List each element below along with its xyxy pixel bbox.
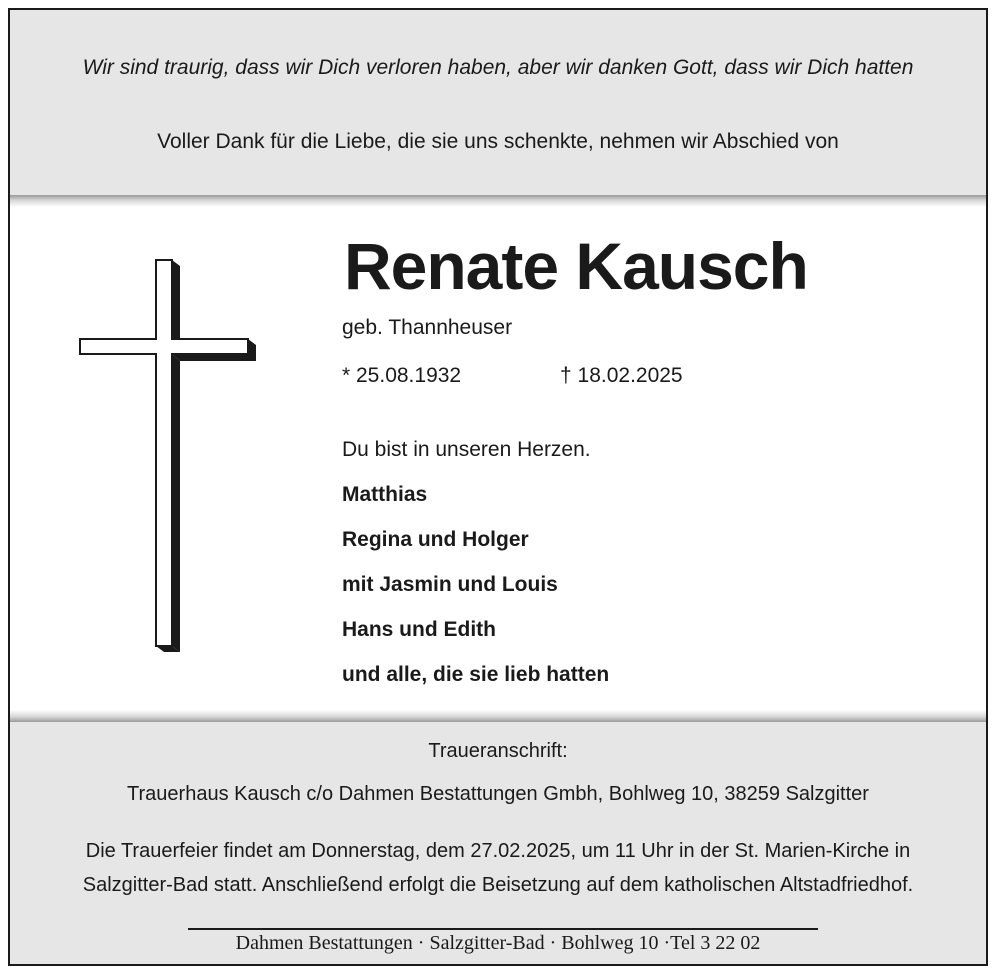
death-date: † 18.02.2025 [560,364,683,387]
cross-icon [78,258,260,654]
ceremony-line: Salzgitter-Bad statt. Anschließend erfolgt die Beisetzung auf dem katholischen Altstadfriedhof. [82,874,914,896]
mourner-line: Hans und Edith [342,618,496,641]
address-line: Trauerhaus Kausch c/o Dahmen Bestattungen Gmbh, Bohlweg 10, 38259 Salzgitter [127,783,869,805]
ceremony-line: Die Trauerfeier findet am Donnerstag, dem 27.02.2025, um 11 Uhr in der St. Marien-Kirche in [85,840,911,862]
birth-date: * 25.08.1932 [342,364,462,387]
message-text: Du bist in unseren Herzen. [342,438,591,461]
mourner-line: Regina und Holger [342,528,529,551]
mourner-line: Matthias [342,483,428,506]
footer-rule [188,928,818,930]
motto-text: Wir sind traurig, dass wir Dich verloren haben, aber wir danken Gott, dass wir Dich hatten [82,56,914,79]
header-band [10,10,986,195]
address-label: Traueranschrift: [428,740,568,762]
funeral-home-footer: Dahmen Bestattungen · Salzgitter-Bad · Bohlweg 10 ·Tel 3 22 02 [235,932,761,954]
deceased-name: Renate Kausch [344,229,808,303]
header-divider [10,195,986,207]
obituary-notice [8,8,988,966]
birth-name: geb. Thannheuser [342,316,513,339]
intro-text: Voller Dank für die Liebe, die sie uns schenkte, nehmen wir Abschied von [157,130,839,153]
mourner-line: mit Jasmin und Louis [342,573,558,596]
mourner-line: und alle, die sie lieb hatten [342,663,610,686]
footer-divider [10,710,986,722]
